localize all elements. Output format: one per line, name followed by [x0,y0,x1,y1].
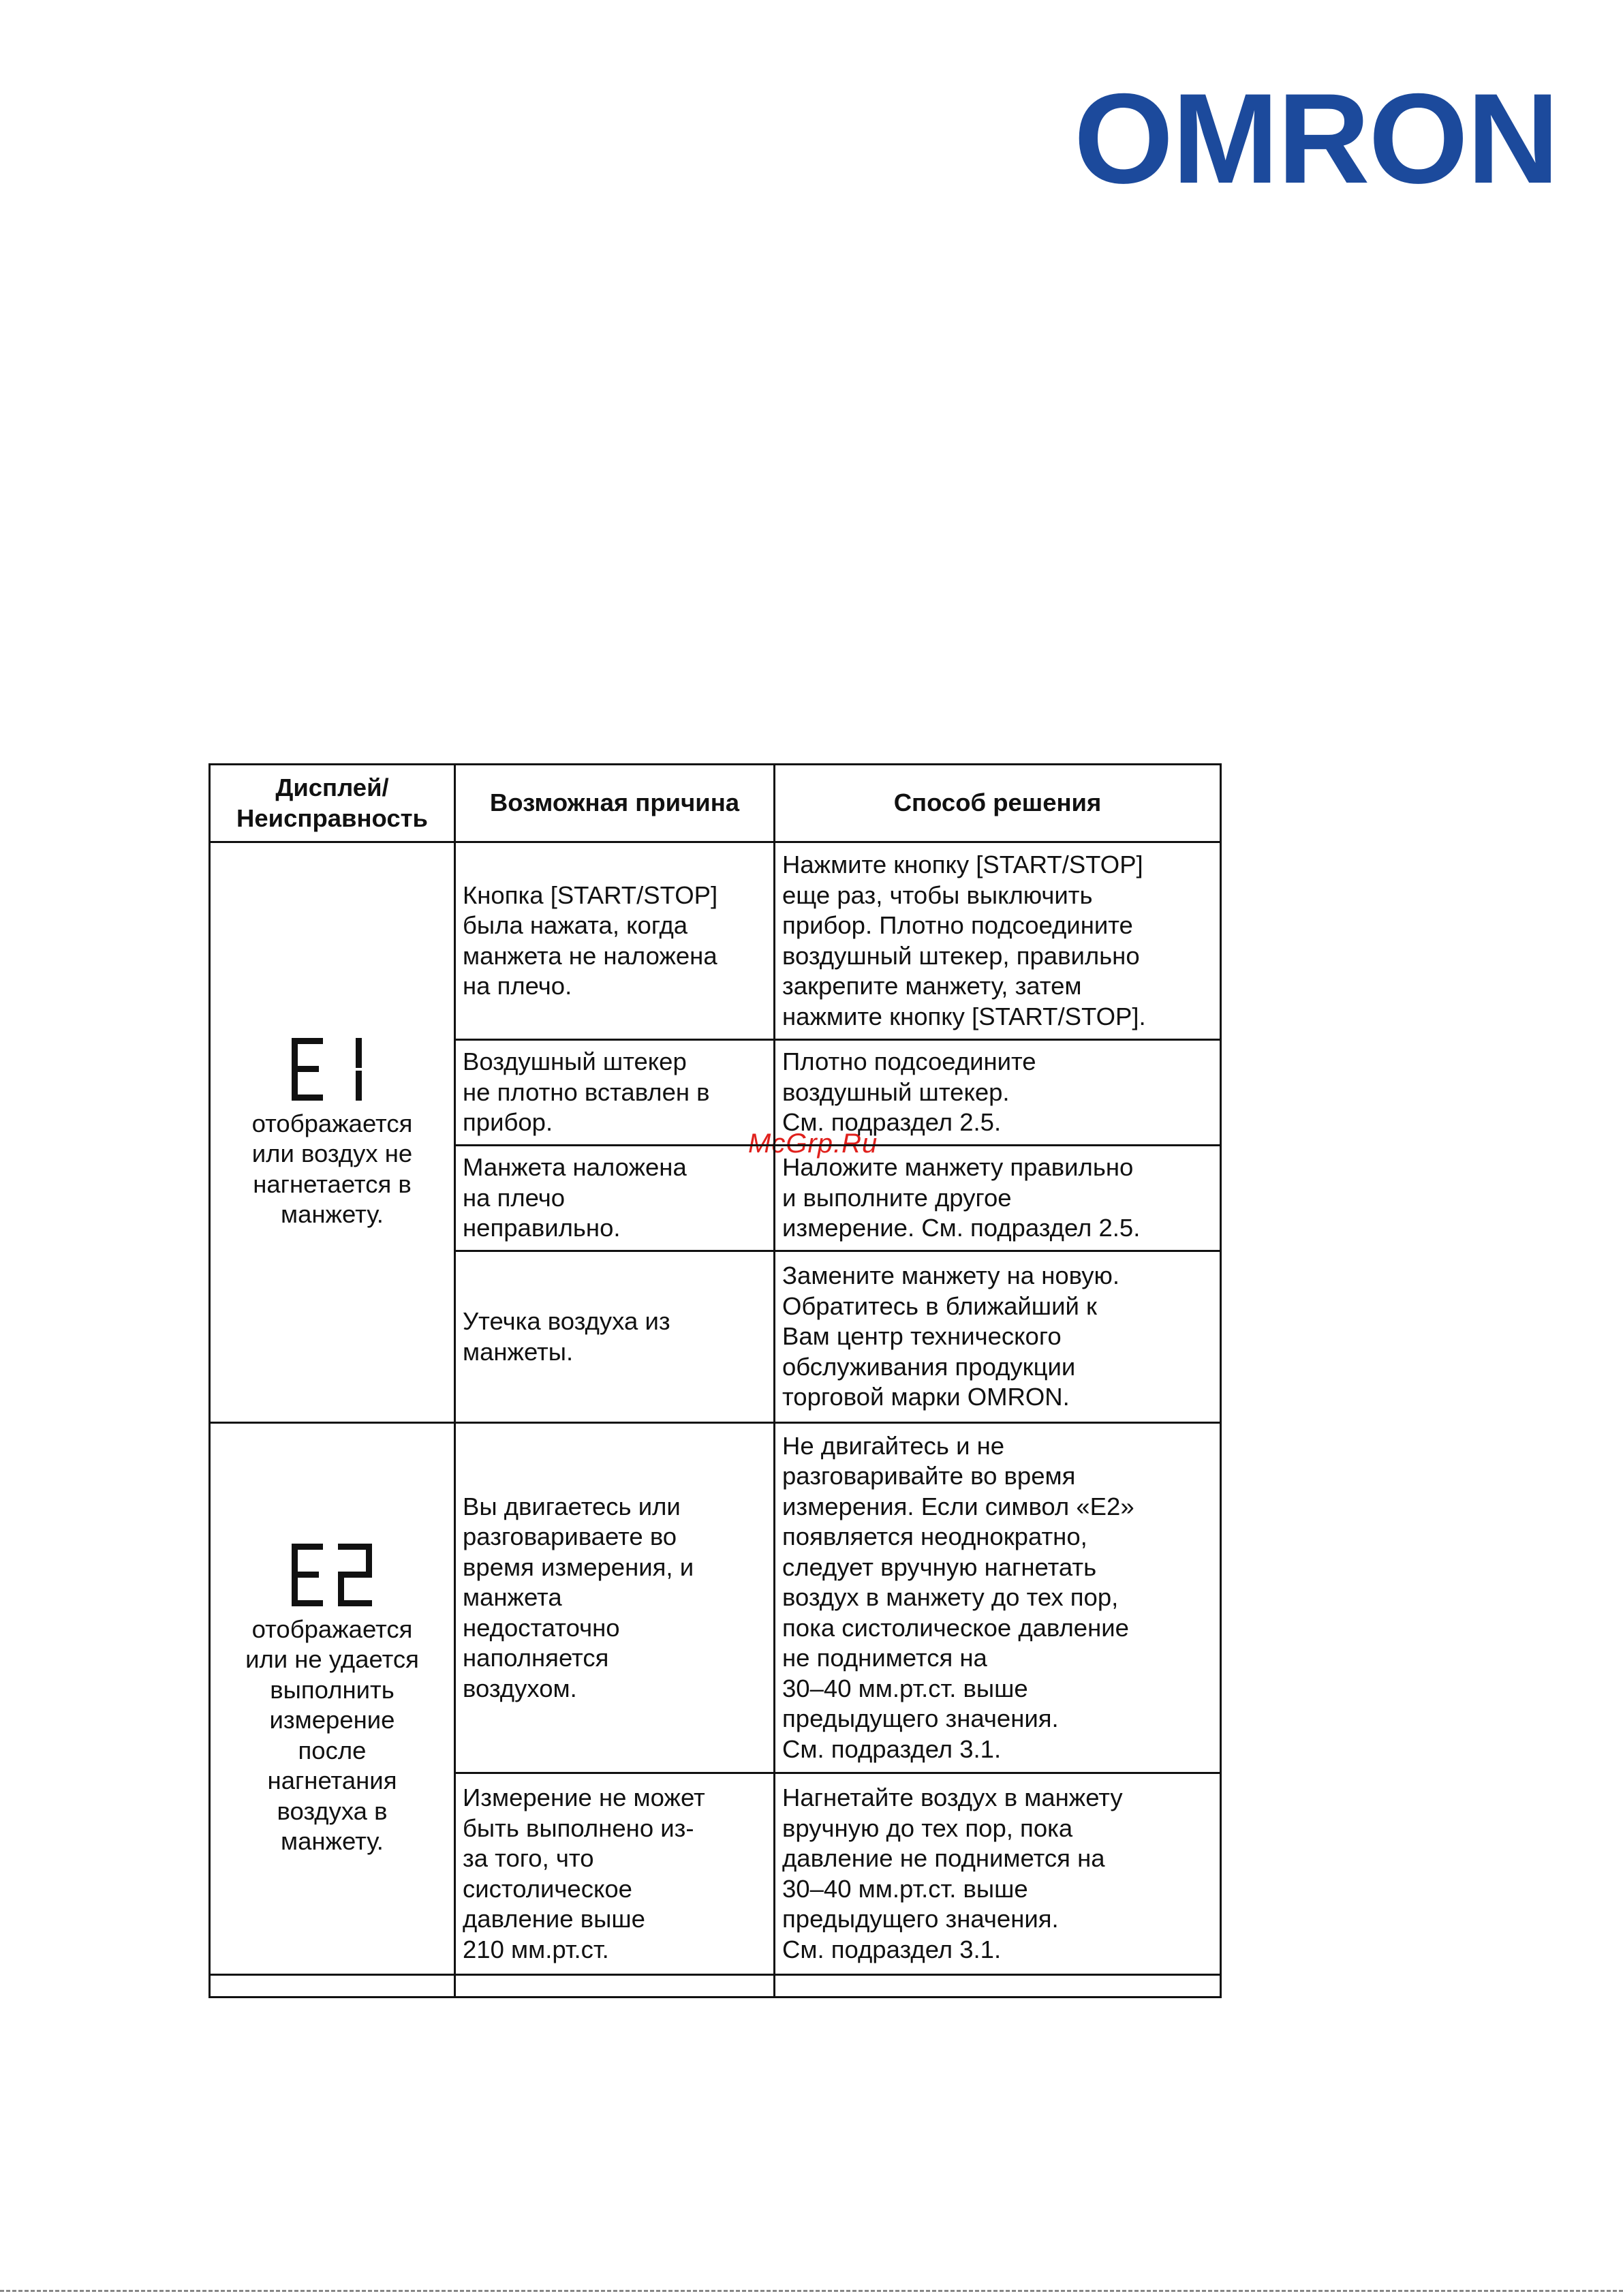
display-cell-e2 [210,1423,455,1975]
cause-cell: Воздушный штекер не плотно вставлен в прибор. [455,1040,775,1146]
omron-logo: OMRON [1074,67,1558,210]
header-solution: Способ решения [775,765,1221,842]
continuation-cell [210,1975,455,1997]
continuation-cell [775,1975,1221,1997]
header-cause: Возможная причина [455,765,775,842]
page-bottom-divider [0,2290,1623,2292]
solution-cell: Нажмите кнопку [START/STOP] еще раз, чтобы выключить прибор. Плотно подсоедините воздушный штекер, правильно закрепите манжету, затем нажмите кнопку [START/STOP]. [775,842,1221,1040]
solution-cell: Нагнетайте воздух в манжету вручную до тех пор, пока давление не поднимется на 30–40 мм.рт.ст. выше предыдущего значения. См. подраздел 3.1. [775,1773,1221,1975]
solution-cell: Не двигайтесь и не разговаривайте во время измерения. Если символ «E2» появляется неоднократно, следует вручную нагнетать воздух в манжету до тех пор, пока систолическое давление не поднимется на 30–40 мм.рт.ст. выше предыдущего значения. См. подраздел 3.1. [775,1423,1221,1773]
solution-cell: Наложите манжету правильно и выполните другое измерение. См. подраздел 2.5. [775,1146,1221,1251]
table-header-row [210,765,1221,842]
e2-segment-icon [285,1541,380,1609]
watermark: McGrp.Ru [748,1129,878,1159]
display-cell-e1 [210,842,455,1423]
display-text-e2: отображается или не удается выполнить измерение после нагнетания воздуха в манжету. [245,1614,419,1855]
cause-cell: Кнопка [START/STOP] была нажата, когда манжета не наложена на плечо. [455,842,775,1040]
solution-cell: Замените манжету на новую. Обратитесь в ближайший к Вам центр технического обслуживания продукции торговой марки OMRON. [775,1251,1221,1423]
cause-cell: Манжета наложена на плечо неправильно. [455,1146,775,1251]
troubleshooting-table [208,763,1222,1998]
cause-cell: Вы двигаетесь или разговариваете во время измерения, и манжета недостаточно наполняется воздухом. [455,1423,775,1773]
table-continuation [210,1975,1221,1997]
table-row [210,842,1221,1040]
e1-segment-icon [285,1035,380,1103]
continuation-cell [455,1975,775,1997]
solution-cell: Плотно подсоедините воздушный штекер. См. подраздел 2.5. [775,1040,1221,1146]
cause-cell: Измерение не может быть выполнено из- за того, что систолическое давление выше 210 мм.рт.ст. [455,1773,775,1975]
table-row [210,1423,1221,1773]
cause-cell: Утечка воздуха из манжеты. [455,1251,775,1423]
header-display: Дисплей/ Неисправность [210,765,455,842]
display-text-e1: отображается или воздух не нагнетается в манжету. [251,1109,413,1228]
